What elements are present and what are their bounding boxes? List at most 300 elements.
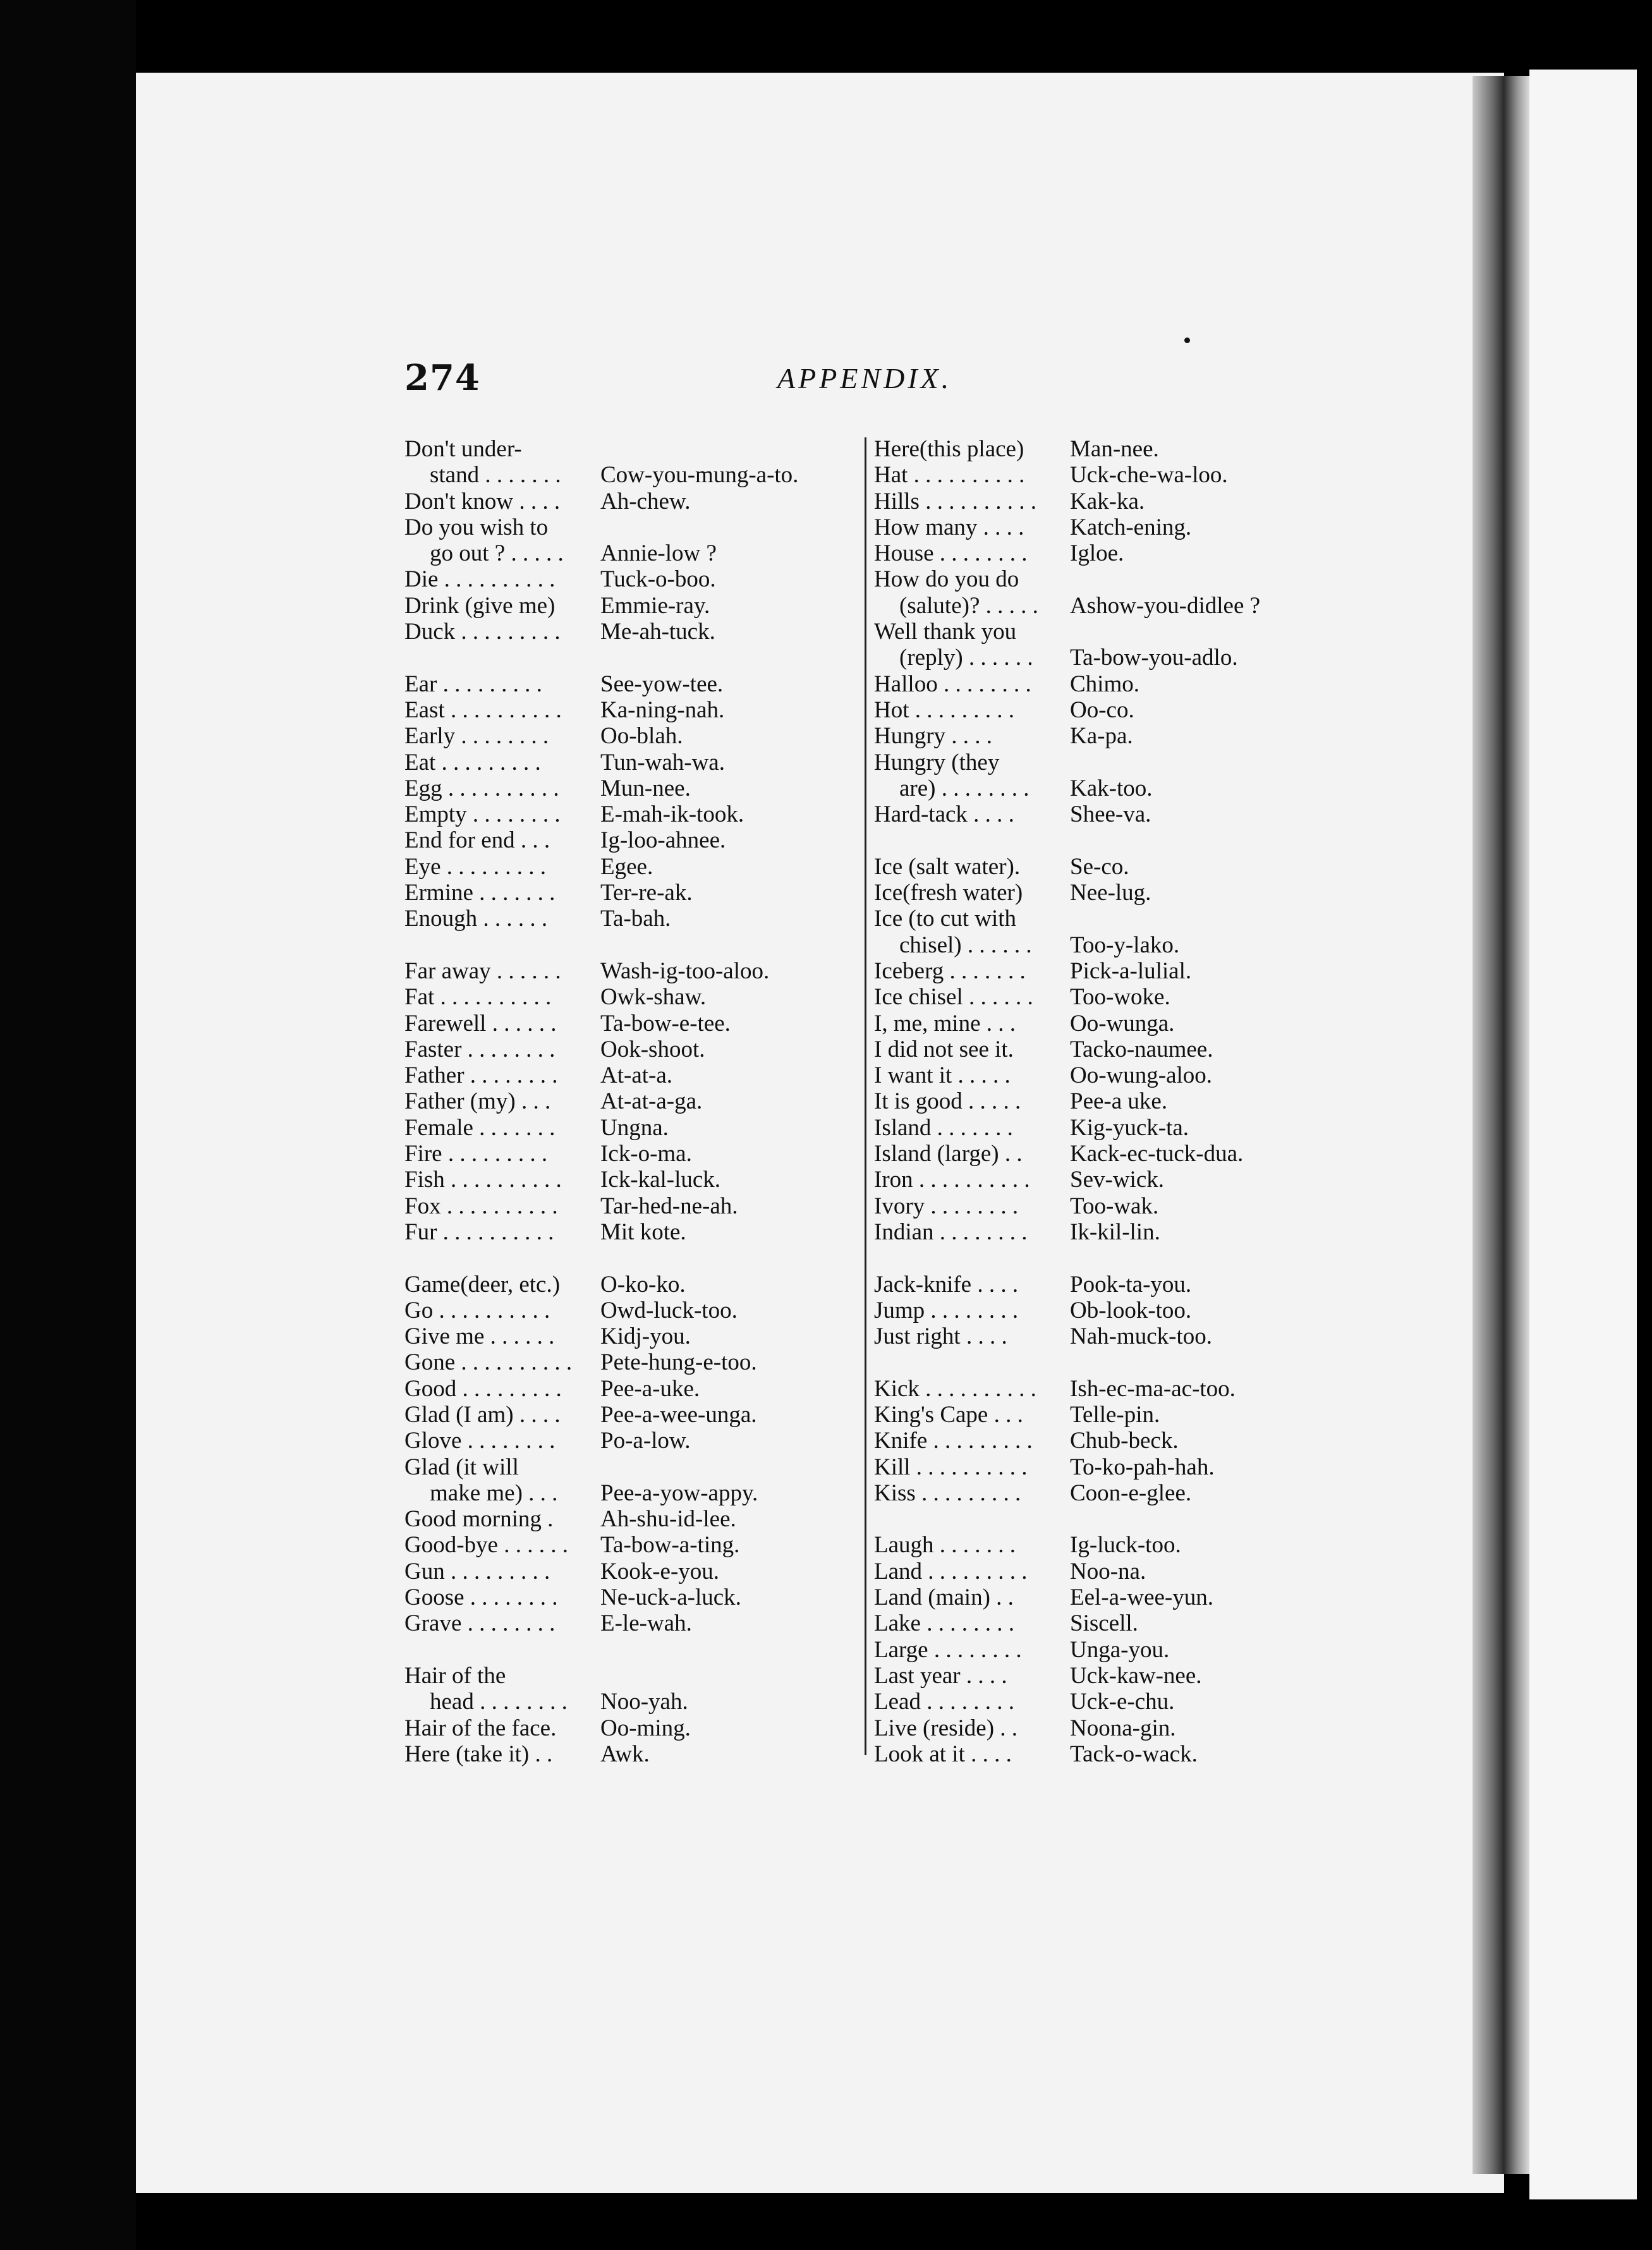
english-term: Land (main) . .: [874, 1584, 1014, 1611]
eskimo-translation: Igloe.: [1070, 540, 1124, 567]
eskimo-translation: Too-wak.: [1070, 1193, 1159, 1219]
english-term: Early . . . . . . . .: [404, 723, 549, 750]
eskimo-translation: Ick-kal-luck.: [600, 1167, 721, 1193]
english-term: How many . . . .: [874, 514, 1024, 540]
eskimo-translation: Wash-ig-too-aloo.: [600, 958, 770, 984]
english-term: head . . . . . . . .: [430, 1689, 568, 1715]
eskimo-translation: [1070, 906, 1316, 932]
english-term: [404, 645, 600, 671]
english-term: Father (my) . . .: [404, 1088, 551, 1115]
eskimo-translation: Cow-you-mung-a-to.: [600, 462, 799, 489]
eskimo-translation: Nah-muck-too.: [1070, 1323, 1213, 1350]
vocabulary-entry: [404, 854, 866, 880]
eskimo-translation: Man-nee.: [1070, 436, 1159, 462]
vocabulary-entry: [404, 1298, 866, 1323]
eskimo-translation: Sev-wick.: [1070, 1167, 1164, 1193]
vocabulary-entry: [874, 1741, 1316, 1767]
eskimo-translation: [600, 1637, 866, 1663]
vocabulary-entry: [404, 489, 866, 514]
eskimo-translation: At-at-a-ga.: [600, 1088, 703, 1115]
vocabulary-entry: [404, 593, 866, 619]
vocabulary-entry: [404, 1011, 866, 1037]
eskimo-translation: Pee-a uke.: [1070, 1088, 1168, 1115]
vocabulary-entry: [404, 1715, 866, 1741]
english-term: How do you do: [874, 566, 1019, 593]
english-term: Kill . . . . . . . . . .: [874, 1454, 1028, 1480]
vocabulary-entry: [874, 1167, 1316, 1193]
vocabulary-entry: [404, 1428, 866, 1454]
eskimo-translation: Kack-ec-tuck-dua.: [1070, 1141, 1244, 1167]
eskimo-translation: E-mah-ik-took.: [600, 801, 744, 828]
eskimo-translation: Too-y-lako.: [1070, 932, 1180, 958]
english-term: [874, 1349, 1070, 1375]
eskimo-translation: Tack-o-wack.: [1070, 1741, 1198, 1767]
english-term: Drink (give me): [404, 592, 556, 619]
facing-page-edge: [1529, 70, 1637, 2199]
vocabulary-entry: [404, 462, 866, 488]
vocabulary-entry: [404, 1141, 866, 1167]
english-term: [874, 827, 1070, 853]
eskimo-translation: [600, 645, 866, 671]
eskimo-translation: Ka-pa.: [1070, 723, 1133, 750]
english-term: Egg . . . . . . . . . .: [404, 775, 559, 801]
vocabulary-entry: [874, 723, 1316, 749]
english-term: Ear . . . . . . . . .: [404, 671, 542, 697]
english-term: I, me, mine . . .: [874, 1010, 1016, 1037]
english-term: [874, 1245, 1070, 1271]
vocabulary-entry: [404, 514, 866, 540]
eskimo-translation: Po-a-low.: [600, 1428, 691, 1454]
vocabulary-entry: [874, 1245, 1316, 1271]
eskimo-translation: Noona-gin.: [1070, 1715, 1176, 1741]
vocabulary-entry: [874, 1141, 1316, 1167]
english-term: Kiss . . . . . . . . .: [874, 1480, 1021, 1506]
vocabulary-entry: [874, 1062, 1316, 1088]
eskimo-translation: [1070, 1245, 1316, 1271]
english-term: Jack-knife . . . .: [874, 1271, 1019, 1298]
english-term: Indian . . . . . . . .: [874, 1219, 1028, 1245]
english-term: go out ? . . . . .: [430, 540, 564, 567]
vocabulary-entry: [874, 1115, 1316, 1141]
english-term: Iceberg . . . . . . .: [874, 958, 1026, 984]
eskimo-translation: Oo-ming.: [600, 1715, 691, 1741]
vocabulary-entry: [404, 540, 866, 566]
vocabulary-entry: [874, 1323, 1316, 1349]
eskimo-translation: [1070, 1349, 1316, 1375]
eskimo-translation: Tar-hed-ne-ah.: [600, 1193, 738, 1219]
english-term: End for end . . .: [404, 827, 550, 854]
eskimo-translation: To-ko-pah-hah.: [1070, 1454, 1215, 1480]
vocabulary-entry: [404, 1037, 866, 1062]
vocabulary-entry: [874, 827, 1316, 853]
vocabulary-entry: [404, 1584, 866, 1610]
english-term: Hair of the face.: [404, 1715, 557, 1741]
eskimo-translation: See-yow-tee.: [600, 671, 724, 697]
vocabulary-entry: [874, 1298, 1316, 1323]
vocabulary-entry: [874, 1193, 1316, 1219]
english-term: Lead . . . . . . . .: [874, 1689, 1014, 1715]
vocabulary-entry: [404, 566, 866, 592]
vocabulary-entry: [874, 514, 1316, 540]
vocabulary-entry: [874, 801, 1316, 827]
eskimo-translation: Ashow-you-didlee ?: [1070, 592, 1261, 619]
eskimo-translation: [1070, 1506, 1316, 1532]
eskimo-translation: Oo-wunga.: [1070, 1010, 1175, 1037]
eskimo-translation: Kak-too.: [1070, 775, 1153, 801]
eskimo-translation: Siscell.: [1070, 1610, 1138, 1637]
eskimo-translation: Ter-re-ak.: [600, 880, 693, 906]
english-term: Goose . . . . . . . .: [404, 1584, 558, 1611]
eskimo-translation: Ungna.: [600, 1114, 669, 1141]
vocabulary-entry: [404, 1689, 866, 1715]
vocabulary-entry: [404, 880, 866, 906]
vocabulary-entry: [404, 801, 866, 827]
eskimo-translation: Ig-loo-ahnee.: [600, 827, 726, 854]
english-term: Glove . . . . . . . .: [404, 1428, 556, 1454]
eskimo-translation: Unga-you.: [1070, 1636, 1170, 1663]
english-term: Hat . . . . . . . . . .: [874, 462, 1025, 489]
vocabulary-entry: [404, 827, 866, 853]
vocabulary-entry: [404, 1532, 866, 1558]
english-term: Look at it . . . .: [874, 1741, 1012, 1767]
eskimo-translation: O-ko-ko.: [600, 1271, 686, 1298]
vocabulary-entry: [404, 1245, 866, 1271]
eskimo-translation: Ish-ec-ma-ac-too.: [1070, 1375, 1236, 1402]
english-term: make me) . . .: [430, 1480, 558, 1506]
vocabulary-entry: [874, 436, 1316, 462]
english-term: Fur . . . . . . . . . .: [404, 1219, 554, 1245]
eskimo-translation: Uck-e-chu.: [1070, 1689, 1175, 1715]
english-term: Father . . . . . . . .: [404, 1062, 558, 1089]
english-term: Ice (salt water).: [874, 853, 1021, 880]
eskimo-translation: Mun-nee.: [600, 775, 691, 801]
vocabulary-entry: [874, 697, 1316, 723]
eskimo-translation: Tun-wah-wa.: [600, 749, 725, 775]
english-term: Don't know . . . .: [404, 488, 561, 514]
vocabulary-entry: [404, 1193, 866, 1219]
vocabulary-entry: [874, 1376, 1316, 1402]
vocabulary-entry: [874, 645, 1316, 671]
eskimo-translation: Ta-bow-you-adlo.: [1070, 645, 1238, 671]
vocabulary-entry: [874, 1037, 1316, 1062]
vocabulary-entry: [874, 462, 1316, 488]
eskimo-translation: Kak-ka.: [1070, 488, 1145, 514]
english-term: Here(this place): [874, 436, 1024, 462]
english-term: [404, 1245, 600, 1271]
vocabulary-entry: [874, 489, 1316, 514]
english-term: Ivory . . . . . . . .: [874, 1193, 1019, 1219]
english-term: Female . . . . . . .: [404, 1114, 556, 1141]
english-term: House . . . . . . . .: [874, 540, 1028, 567]
vocabulary-entry: [874, 1402, 1316, 1428]
vocabulary-entry: [874, 671, 1316, 697]
eskimo-translation: [600, 436, 866, 462]
english-term: Well thank you: [874, 619, 1017, 645]
vocabulary-entry: [874, 1506, 1316, 1532]
vocabulary-entry: [874, 984, 1316, 1010]
vocabulary-entry: [404, 1663, 866, 1689]
vocabulary-entry: [404, 1506, 866, 1532]
eskimo-translation: Tuck-o-boo.: [600, 566, 716, 593]
english-term: Hard-tack . . . .: [874, 801, 1014, 828]
english-term: Fire . . . . . . . . .: [404, 1141, 548, 1167]
english-term: [404, 1637, 600, 1663]
english-term: Ice(fresh water): [874, 880, 1023, 906]
english-term: Land . . . . . . . . .: [874, 1558, 1028, 1584]
english-term: Island . . . . . . .: [874, 1114, 1013, 1141]
eskimo-translation: [600, 932, 866, 958]
vocabulary-entry: [404, 1167, 866, 1193]
eskimo-translation: Ta-bow-a-ting.: [600, 1532, 740, 1559]
english-term: Eat . . . . . . . . .: [404, 749, 541, 775]
english-term: chisel) . . . . . .: [899, 932, 1032, 958]
vocabulary-entry: [404, 1349, 866, 1375]
vocabulary-entry: [404, 723, 866, 749]
vocabulary-entry: [404, 1454, 866, 1480]
vocabulary-entry: [874, 619, 1316, 645]
vocabulary-entry: [404, 906, 866, 932]
vocabulary-entry: [404, 1376, 866, 1402]
vocabulary-entry: [404, 1637, 866, 1663]
english-term: Jump . . . . . . . .: [874, 1297, 1019, 1323]
eskimo-translation: Shee-va.: [1070, 801, 1151, 828]
english-term: Lake . . . . . . . .: [874, 1610, 1014, 1637]
english-term: Empty . . . . . . . .: [404, 801, 561, 828]
english-term: It is good . . . . .: [874, 1088, 1021, 1115]
english-term: East . . . . . . . . . .: [404, 696, 562, 723]
eskimo-translation: Noo-yah.: [600, 1689, 688, 1715]
english-term: Laugh . . . . . . .: [874, 1532, 1016, 1559]
vocabulary-entry: [874, 775, 1316, 801]
vocabulary-entry: [874, 1559, 1316, 1584]
vocabulary-entry: [404, 645, 866, 671]
vocabulary-entry: [874, 566, 1316, 592]
eskimo-translation: E-le-wah.: [600, 1610, 692, 1637]
eskimo-translation: [1070, 750, 1316, 775]
english-term: Kick . . . . . . . . . .: [874, 1375, 1036, 1402]
english-term: Gun . . . . . . . . .: [404, 1558, 550, 1584]
vocabulary-entry: [874, 1219, 1316, 1245]
vocabulary-entry: [874, 750, 1316, 775]
english-term: Island (large) . .: [874, 1141, 1023, 1167]
english-term: Last year . . . .: [874, 1662, 1007, 1689]
vocabulary-entry: [874, 1454, 1316, 1480]
vocabulary-entry: [874, 1349, 1316, 1375]
eskimo-translation: Pete-hung-e-too.: [600, 1349, 757, 1376]
vocabulary-entry: [874, 1088, 1316, 1114]
eskimo-translation: Ik-kil-lin.: [1070, 1219, 1160, 1245]
eskimo-translation: [1070, 827, 1316, 853]
vocabulary-entry: [404, 984, 866, 1010]
vocabulary-entry: [404, 1219, 866, 1245]
eskimo-translation: Too-woke.: [1070, 984, 1170, 1011]
eskimo-translation: Ook-shoot.: [600, 1036, 705, 1062]
english-term: Hungry . . . .: [874, 723, 993, 750]
eskimo-translation: [1070, 619, 1316, 645]
eskimo-translation: [600, 1245, 866, 1271]
vocabulary-entry: [404, 1402, 866, 1428]
eskimo-translation: Ick-o-ma.: [600, 1141, 692, 1167]
vocabulary-entry: [404, 1559, 866, 1584]
eskimo-translation: Me-ah-tuck.: [600, 619, 715, 645]
vocabulary-entry: [404, 775, 866, 801]
eskimo-translation: Emmie-ray.: [600, 592, 710, 619]
vocabulary-entry: [874, 1428, 1316, 1454]
vocabulary-entry: [404, 1088, 866, 1114]
eskimo-translation: [1070, 566, 1316, 592]
english-term: Hot . . . . . . . . .: [874, 696, 1014, 723]
eskimo-translation: Pook-ta-you.: [1070, 1271, 1192, 1298]
english-term: Go . . . . . . . . . .: [404, 1297, 550, 1323]
english-term: Faster . . . . . . . .: [404, 1036, 556, 1062]
eskimo-translation: [600, 514, 866, 540]
vocabulary-entry: [404, 697, 866, 723]
eskimo-translation: Oo-blah.: [600, 723, 683, 750]
english-term: (reply) . . . . . .: [899, 645, 1033, 671]
english-term: stand . . . . . . .: [430, 462, 561, 489]
vocabulary-entry: [874, 932, 1316, 958]
english-term: Large . . . . . . . .: [874, 1636, 1022, 1663]
eskimo-translation: Kig-yuck-ta.: [1070, 1114, 1189, 1141]
eskimo-translation: Nee-lug.: [1070, 880, 1151, 906]
vocabulary-entry: [404, 1480, 866, 1506]
english-term: Hills . . . . . . . . . .: [874, 488, 1036, 514]
eskimo-translation: Telle-pin.: [1070, 1401, 1160, 1428]
english-term: Grave . . . . . . . .: [404, 1610, 556, 1637]
vocabulary-entry: [874, 1637, 1316, 1663]
eskimo-translation: Katch-ening.: [1070, 514, 1192, 540]
eskimo-translation: Noo-na.: [1070, 1558, 1146, 1584]
english-term: Give me . . . . . .: [404, 1323, 555, 1350]
english-term: Iron . . . . . . . . . .: [874, 1167, 1030, 1193]
vocabulary-entry: [874, 540, 1316, 566]
eskimo-translation: Ta-bow-e-tee.: [600, 1010, 731, 1037]
eskimo-translation: [600, 1454, 866, 1480]
vocabulary-entry: [874, 1610, 1316, 1636]
english-term: Good-bye . . . . . .: [404, 1532, 568, 1559]
vocabulary-entry: [404, 932, 866, 958]
english-term: [874, 1506, 1070, 1532]
vocabulary-column-left: [404, 436, 866, 1767]
eskimo-translation: Ig-luck-too.: [1070, 1532, 1181, 1559]
english-term: Duck . . . . . . . . .: [404, 619, 561, 645]
eskimo-translation: Owk-shaw.: [600, 984, 707, 1011]
eskimo-translation: Ne-uck-a-luck.: [600, 1584, 741, 1611]
page-number: 274: [404, 357, 480, 399]
english-term: Good . . . . . . . . .: [404, 1375, 562, 1402]
english-term: [404, 932, 600, 958]
vocabulary-entry: [404, 1062, 866, 1088]
eskimo-translation: Ka-ning-nah.: [600, 696, 725, 723]
vocabulary-entry: [874, 880, 1316, 906]
eskimo-translation: Uck-kaw-nee.: [1070, 1662, 1202, 1689]
scan-border-left: [0, 0, 136, 2250]
english-term: Fish . . . . . . . . . .: [404, 1167, 562, 1193]
eskimo-translation: Ta-bah.: [600, 906, 671, 932]
eskimo-translation: Tacko-naumee.: [1070, 1036, 1213, 1062]
english-term: Ice chisel . . . . . .: [874, 984, 1033, 1011]
vocabulary-entry: [404, 1741, 866, 1767]
english-term: Do you wish to: [404, 514, 549, 540]
eskimo-translation: Chimo.: [1070, 671, 1139, 697]
english-term: Hungry (they: [874, 749, 1000, 775]
eskimo-translation: Uck-che-wa-loo.: [1070, 462, 1228, 489]
english-term: Knife . . . . . . . . .: [874, 1428, 1033, 1454]
english-term: Enough . . . . . .: [404, 906, 548, 932]
vocabulary-entry: [874, 1532, 1316, 1558]
eskimo-translation: Egee.: [600, 853, 653, 880]
english-term: Die . . . . . . . . . .: [404, 566, 556, 593]
english-term: Ermine . . . . . . .: [404, 880, 556, 906]
english-term: Here (take it) . .: [404, 1741, 553, 1767]
ink-speck: [1184, 338, 1190, 343]
english-term: (salute)? . . . . .: [899, 592, 1038, 619]
vocabulary-entry: [874, 1272, 1316, 1298]
vocabulary-entry: [404, 1115, 866, 1141]
eskimo-translation: Eel-a-wee-yun.: [1070, 1584, 1214, 1611]
eskimo-translation: Pee-a-wee-unga.: [600, 1401, 757, 1428]
eskimo-translation: Se-co.: [1070, 853, 1129, 880]
eskimo-translation: [600, 1663, 866, 1689]
vocabulary-entry: [874, 958, 1316, 984]
eskimo-translation: Mit kote.: [600, 1219, 686, 1245]
vocabulary-entry: [874, 1715, 1316, 1741]
vocabulary-entry: [874, 906, 1316, 932]
vocabulary-entry: [404, 436, 866, 462]
eskimo-translation: Annie-low ?: [600, 540, 717, 567]
vocabulary-entry: [404, 750, 866, 775]
vocabulary-entry: [874, 1480, 1316, 1506]
eskimo-translation: Coon-e-glee.: [1070, 1480, 1192, 1506]
vocabulary-column-right: [874, 436, 1316, 1767]
english-term: King's Cape . . .: [874, 1401, 1023, 1428]
eskimo-translation: Oo-co.: [1070, 696, 1134, 723]
vocabulary-entry: [404, 1610, 866, 1636]
vocabulary-entry: [404, 1323, 866, 1349]
english-term: Ice (to cut with: [874, 906, 1016, 932]
vocabulary-entry: [404, 619, 866, 645]
english-term: I want it . . . . .: [874, 1062, 1011, 1089]
vocabulary-entry: [874, 854, 1316, 880]
vocabulary-entry: [874, 1689, 1316, 1715]
english-term: Gone . . . . . . . . . .: [404, 1349, 573, 1376]
english-term: Halloo . . . . . . . .: [874, 671, 1031, 697]
column-divider: [865, 437, 866, 1755]
english-term: Glad (I am) . . . .: [404, 1401, 561, 1428]
english-term: Farewell . . . . . .: [404, 1010, 557, 1037]
running-head: APPENDIX.: [777, 362, 952, 394]
vocabulary-entry: [404, 671, 866, 697]
eskimo-translation: Pick-a-lulial.: [1070, 958, 1192, 984]
eskimo-translation: Owd-luck-too.: [600, 1297, 738, 1323]
eskimo-translation: Ob-look-too.: [1070, 1297, 1192, 1323]
english-term: Fat . . . . . . . . . .: [404, 984, 552, 1011]
vocabulary-entry: [404, 958, 866, 984]
english-term: Hair of the: [404, 1662, 506, 1689]
english-term: Eye . . . . . . . . .: [404, 853, 547, 880]
english-term: Game(deer, etc.): [404, 1271, 561, 1298]
english-term: Good morning .: [404, 1506, 554, 1533]
english-term: are) . . . . . . . .: [899, 775, 1029, 801]
vocabulary-entry: [874, 1584, 1316, 1610]
english-term: Live (reside) . .: [874, 1715, 1018, 1741]
eskimo-translation: Chub-beck.: [1070, 1428, 1179, 1454]
vocabulary-entry: [874, 1663, 1316, 1689]
vocabulary-entry: [874, 1011, 1316, 1037]
eskimo-translation: At-at-a.: [600, 1062, 673, 1089]
eskimo-translation: Ah-shu-id-lee.: [600, 1506, 736, 1533]
eskimo-translation: Ah-chew.: [600, 488, 691, 514]
